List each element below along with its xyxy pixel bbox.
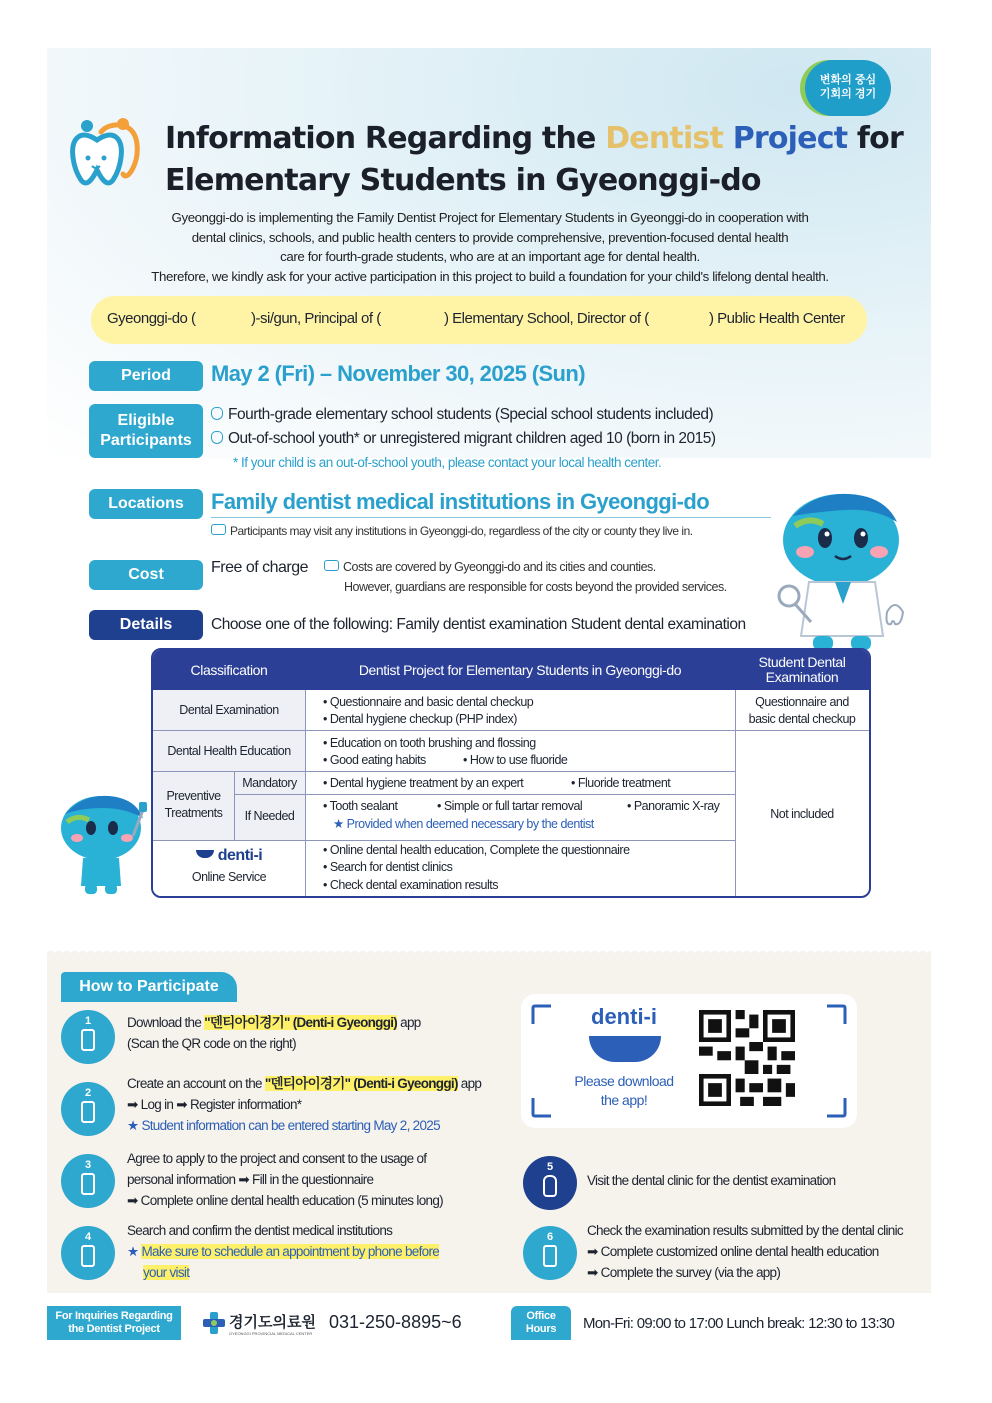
tooth-icon — [211, 407, 223, 420]
step-text-part: Create an account on the — [127, 1076, 265, 1091]
cost-label: Cost — [89, 560, 203, 590]
step-5-badge — [523, 1156, 577, 1210]
step-3-badge — [61, 1154, 115, 1208]
signatories-bar — [91, 296, 867, 344]
qr-code-icon[interactable] — [699, 1010, 795, 1106]
tooth-icon — [543, 1175, 557, 1197]
step-line: personal information ➡ Fill in the questionnaire — [127, 1172, 374, 1187]
office-hours-label — [511, 1306, 571, 1340]
exam-label: Dental Examination — [179, 703, 279, 717]
office-hours-value: Mon-Fri: 09:00 to 17:00 Lunch break: 12:30 to 13:30 — [583, 1315, 895, 1332]
signatory-part: Gyeonggi-do ( — [107, 310, 196, 327]
eligible-item-1 — [211, 406, 713, 424]
page-title — [165, 118, 903, 202]
phone-icon — [81, 1245, 95, 1267]
phone-icon — [81, 1029, 95, 1051]
denti-i-logo — [153, 847, 305, 864]
step-text-part: app — [457, 1076, 482, 1091]
intro-line: dental clinics, schools, and public health centers to provide comprehensive, prevention-focused dental health — [191, 229, 789, 245]
step-line: ★ Student information can be entered starting May 2, 2025 — [127, 1118, 440, 1133]
education-item-2a: • Good eating habits — [323, 753, 426, 767]
header-line: Examination — [765, 669, 839, 685]
title-highlight-project: Project — [732, 121, 848, 156]
eligible-item-2 — [211, 430, 716, 448]
education-item-1: • Education on tooth brushing and flossing — [323, 736, 536, 750]
preventive-label-line2: Treatments — [164, 806, 223, 820]
step-2-badge — [61, 1082, 115, 1136]
if-needed-note: ★ Provided when deemed necessary by the dentist — [333, 817, 594, 831]
poster — [47, 48, 931, 1345]
speech-bubble-icon — [324, 560, 339, 571]
grid-line — [153, 771, 735, 772]
grid-line — [305, 690, 306, 896]
medical-center-name: 경기도의료원 — [229, 1314, 316, 1331]
step-line: ➡ Complete online dental health education (5 minutes long) — [127, 1193, 443, 1208]
locations-value: Family dentist medical institutions in Gyeonggi-do — [211, 489, 710, 514]
app-download-box — [521, 994, 857, 1128]
step-line — [127, 1262, 439, 1283]
inquiries-label — [47, 1306, 181, 1340]
gyeonggi-emblem — [805, 60, 891, 116]
step-number: 2 — [84, 1087, 92, 1099]
step-line: Visit the dental clinic for the dentist examination — [587, 1173, 836, 1188]
header-line: Student Dental — [758, 654, 846, 670]
cost-note-2: However, guardians are responsible for costs beyond the provided services. — [344, 580, 727, 594]
intro-line: Gyeonggi-do is implementing the Family Dentist Project for Elementary Students in Gyeonggi-do in cooperation with — [171, 210, 809, 225]
step-line: ➡ Log in ➡ Register information* — [127, 1097, 302, 1112]
step-number: 6 — [546, 1231, 554, 1243]
step-line: (Scan the QR code on the right) — [127, 1036, 296, 1051]
table-header-project: Dentist Project for Elementary Students in Gyeonggi-do — [358, 661, 682, 678]
step-1-badge — [61, 1010, 115, 1064]
step-6-badge — [523, 1226, 577, 1280]
step-line — [127, 1241, 439, 1262]
step-2-text — [127, 1073, 481, 1136]
step-number: 3 — [84, 1159, 92, 1171]
office-hours-label-line: Office — [526, 1310, 556, 1322]
education-label: Dental Health Education — [167, 744, 291, 758]
inquiries-label-line: the Dentist Project — [68, 1323, 160, 1335]
table-header-classification: Classification — [190, 661, 268, 678]
not-included: Not included — [770, 807, 834, 821]
denti-i-mouth-icon — [196, 850, 214, 858]
eligible-note: * If your child is an out-of-school youth, please contact your local health center. — [233, 455, 662, 470]
eligible-item-text: Out-of-school youth* or unregistered migrant children aged 10 (born in 2015) — [228, 430, 716, 447]
emblem-line2: 기회의 경기 — [819, 88, 877, 100]
cost-note-text: Costs are covered by Gyeonggi-do and its cities and counties. — [343, 560, 656, 574]
signatory-part: )-si/gun, Principal of ( — [251, 310, 381, 327]
step-line: ➡ Complete customized online dental health education — [587, 1244, 879, 1259]
exam-item-1: • Questionnaire and basic dental checkup — [323, 695, 534, 709]
phone-icon — [543, 1245, 557, 1267]
dentist-mascot-icon — [775, 486, 911, 658]
step-text-part: Download the — [127, 1015, 205, 1030]
appointment-highlight: Make sure to schedule an appointment by phone before — [141, 1244, 440, 1259]
step-4-text — [127, 1220, 439, 1283]
step-number: 5 — [546, 1161, 554, 1173]
app-cta-line: Please download — [574, 1073, 674, 1089]
online-service-label: Online Service — [191, 870, 267, 884]
locations-label: Locations — [89, 489, 203, 519]
how-to-participate-title: How to Participate — [61, 972, 237, 1002]
app-cta-line: the app! — [600, 1092, 648, 1108]
if-needed-label: If Needed — [244, 809, 295, 823]
signatory-part: ) Elementary School, Director of ( — [444, 310, 649, 327]
step-line: Check the examination results submitted by the dental clinic — [587, 1223, 903, 1238]
step-1-text — [127, 1012, 421, 1054]
step-3-text — [127, 1148, 443, 1211]
inquiry-phone[interactable]: 031-250-8895~6 — [329, 1312, 462, 1332]
exam-student-line2: basic dental checkup — [748, 712, 856, 726]
exam-item-2: • Dental hygiene checkup (PHP index) — [323, 712, 517, 726]
services-table — [151, 648, 871, 898]
mandatory-item-1: • Dental hygiene treatment by an expert — [323, 776, 524, 790]
online-item-2: • Search for dentist clinics — [323, 860, 453, 874]
step-text-part: app — [397, 1015, 421, 1030]
title-line2: Elementary Students in Gyeonggi-do — [165, 163, 761, 198]
eligible-label-line: Participants — [100, 432, 192, 449]
grid-line — [153, 730, 869, 731]
grid-line — [234, 794, 735, 795]
office-hours-label-line: Hours — [525, 1323, 557, 1335]
title-line1: Information Regarding the Dentist Project for — [165, 121, 903, 156]
medical-center-subname: GYEONGGI PROVINCIAL MEDICAL CENTER — [229, 1331, 313, 1336]
eligible-label-line: Eligible — [117, 412, 175, 429]
step-number: 1 — [84, 1015, 92, 1027]
details-label: Details — [89, 610, 203, 640]
step-line — [127, 1012, 421, 1033]
exam-student-line1: Questionnaire and — [755, 695, 849, 709]
emblem-line1: 변화의 중심 — [819, 74, 877, 86]
step-line — [127, 1073, 481, 1094]
online-item-1: • Online dental health education, Complete the questionnaire — [323, 843, 630, 857]
title-highlight-dentist: Dentist — [605, 121, 724, 156]
mandatory-item-2: • Fluoride treatment — [571, 776, 671, 790]
small-mascot-icon — [55, 790, 155, 896]
signatory-part: ) Public Health Center — [709, 310, 845, 327]
denti-i-logo-text: denti-i — [217, 847, 263, 864]
eligible-item-text: Fourth-grade elementary school students (Special school students included) — [228, 406, 714, 423]
period-value: May 2 (Fri) – November 30, 2025 (Sun) — [211, 361, 585, 386]
step-number: 4 — [84, 1231, 92, 1243]
locations-divider — [211, 517, 771, 518]
app-logo: denti-i — [591, 1004, 657, 1029]
tooth-family-logo-icon — [67, 116, 149, 194]
if-needed-item-2: • Simple or full tartar removal — [437, 799, 583, 813]
app-cta — [559, 1072, 689, 1110]
intro-paragraph — [77, 208, 903, 286]
medical-center-logo-icon — [203, 1312, 225, 1334]
mandatory-label: Mandatory — [242, 776, 297, 790]
step-line: Agree to apply to the project and consent to the usage of — [127, 1151, 427, 1166]
tooth-icon — [211, 431, 223, 444]
star-icon: ★ — [127, 1244, 142, 1259]
phone-icon — [81, 1101, 95, 1123]
eligible-label — [89, 404, 203, 458]
cost-value: Free of charge — [211, 559, 309, 576]
app-name-highlight: "덴티아이경기" (Denti-i Gyeonggi) — [264, 1076, 458, 1091]
app-name-highlight: "덴티아이경기" (Denti-i Gyeonggi) — [204, 1015, 398, 1030]
if-needed-item-3: • Panoramic X-ray — [627, 799, 720, 813]
online-item-3: • Check dental examination results — [323, 878, 498, 892]
locations-note-text: Participants may visit any institutions in Gyeonggi-do, regardless of the city or county they live in. — [230, 524, 693, 538]
intro-line: Therefore, we kindly ask for your active participation in this project to build a foundation for your child's lifelong dental health. — [151, 268, 829, 284]
inquiries-label-line: For Inquiries Regarding — [55, 1310, 173, 1322]
speech-bubble-icon — [211, 524, 226, 535]
step-5-text — [587, 1170, 835, 1191]
table-header-student-exam — [735, 650, 869, 690]
phone-icon — [81, 1173, 95, 1195]
step-line: Search and confirm the dentist medical institutions — [127, 1223, 393, 1238]
education-item-2b: • How to use fluoride — [463, 753, 568, 767]
if-needed-item-1: • Tooth sealant — [323, 799, 398, 813]
locations-note — [211, 524, 693, 538]
step-6-text — [587, 1220, 903, 1283]
cost-note-1 — [324, 560, 656, 574]
intro-line: care for fourth-grade students, who are at an important age for dental health. — [280, 249, 700, 264]
preventive-label-line1: Preventive — [166, 789, 221, 803]
details-value: Choose one of the following: Family dentist examination Student dental examination — [211, 616, 746, 633]
period-label: Period — [89, 361, 203, 391]
appointment-highlight: your visit — [143, 1265, 190, 1280]
step-line: ➡ Complete the survey (via the app) — [587, 1265, 781, 1280]
grid-line — [153, 840, 735, 841]
step-4-badge — [61, 1226, 115, 1280]
